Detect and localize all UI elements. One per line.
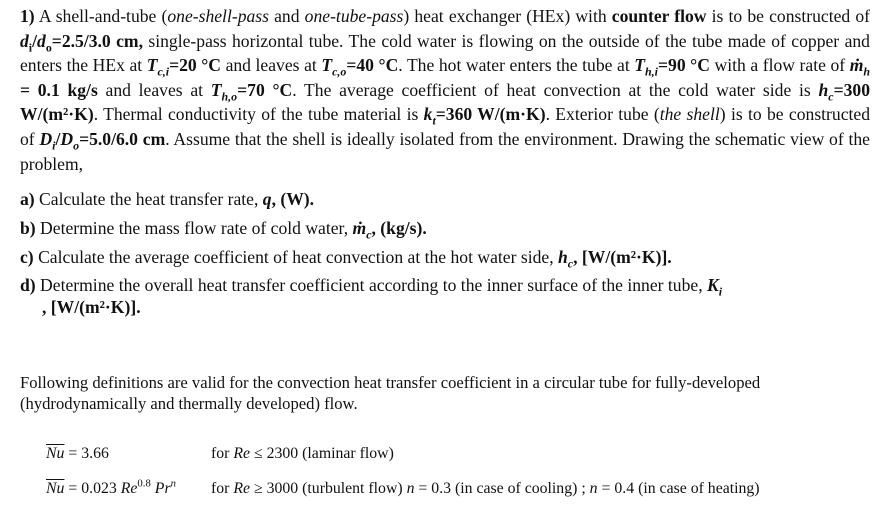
question-d: d) Determine the overall heat transfer coefficient according to the inner surface of the inner tube, $K_i$ , [W/(m²·K)]. [20, 275, 723, 317]
kt-value: $k_t=360$ W/(m·K) [423, 104, 546, 128]
tc-inlet: $T_{c,i}=20$ °C [146, 55, 222, 79]
diameter-ratio: $d_i/d_o=2.5/3.0$ cm, [20, 30, 143, 55]
equation-laminar: $\overline{Nu} = 3.66$ for Re ≤ 2300 (laminar flow) [46, 445, 394, 462]
th-outlet: $T_{h,o}=70$ °C [210, 79, 293, 104]
equation-turbulent: $\overline{Nu} = 0.023$ $Re^{0.8}$ Pr$^n$ for Re ≥ 3000 (turbulent flow) n = 0.3 (in case of cooling) ; n = 0.4 (in case of heating) [46, 477, 760, 497]
shell-diameter-ratio: $D_i/D_o=5.0/6.0$ cm [39, 128, 166, 153]
question-c: c) Calculate the average coefficient of heat convection at the hot water side, $h_c$, [W/(m²·K)]. [20, 247, 672, 271]
problem-statement: 1) A shell-and-tube (one-shell-pass and one-tube-pass) heat exchanger (HEx) with counter flow is to be constructed of $d_i/d_o=2.5/3.0$ cm, single-pass horizontal tube. The cold water is flowing on the outside of the tube made of copper and enters the HEx at $T_{c,i}=20$ °C and leaves at $T_{c,o}=40$ °C. The hot water enters the tube at $T_{h,i}=90$ °C with a flow rate of ṁ$_h$ = 0.1 kg/s and leaves at $T_{h,o}=70$ °C. The average coefficient of heat convection at the cold water side is $h_c=300$ W/(m²·K). Thermal conductivity of the tube material is $k_t=360$ W/(m·K). Exterior tube (the shell) is to be constructed of $D_i/D_o=5.0/6.0$ cm. Assume that the shell is ideally isolated from the environment. Drawing the schematic view of the problem, [20, 6, 871, 174]
question-a: a) Calculate the heat transfer rate, q, (W). [20, 189, 315, 209]
problem-number: 1) [20, 6, 35, 26]
hot-mass-flow: ṁ$_h$ = 0.1 kg/s [20, 55, 871, 100]
question-b: b) Determine the mass flow rate of cold water, ṁ$_c$, (kg/s). [20, 218, 427, 242]
counter-flow-text: counter flow [611, 6, 707, 26]
definitions-intro: Following definitions are valid for the convection heat transfer coefficient in a circular tube for fully-developed (hydrodynamically and thermally developed) flow. [20, 373, 761, 413]
hc-value: $h_c=300$ W/(m²·K) [20, 79, 870, 125]
tc-outlet: $T_{c,o}=40$ °C [321, 55, 399, 79]
th-inlet: $T_{h,i}=90$ °C [634, 55, 710, 79]
